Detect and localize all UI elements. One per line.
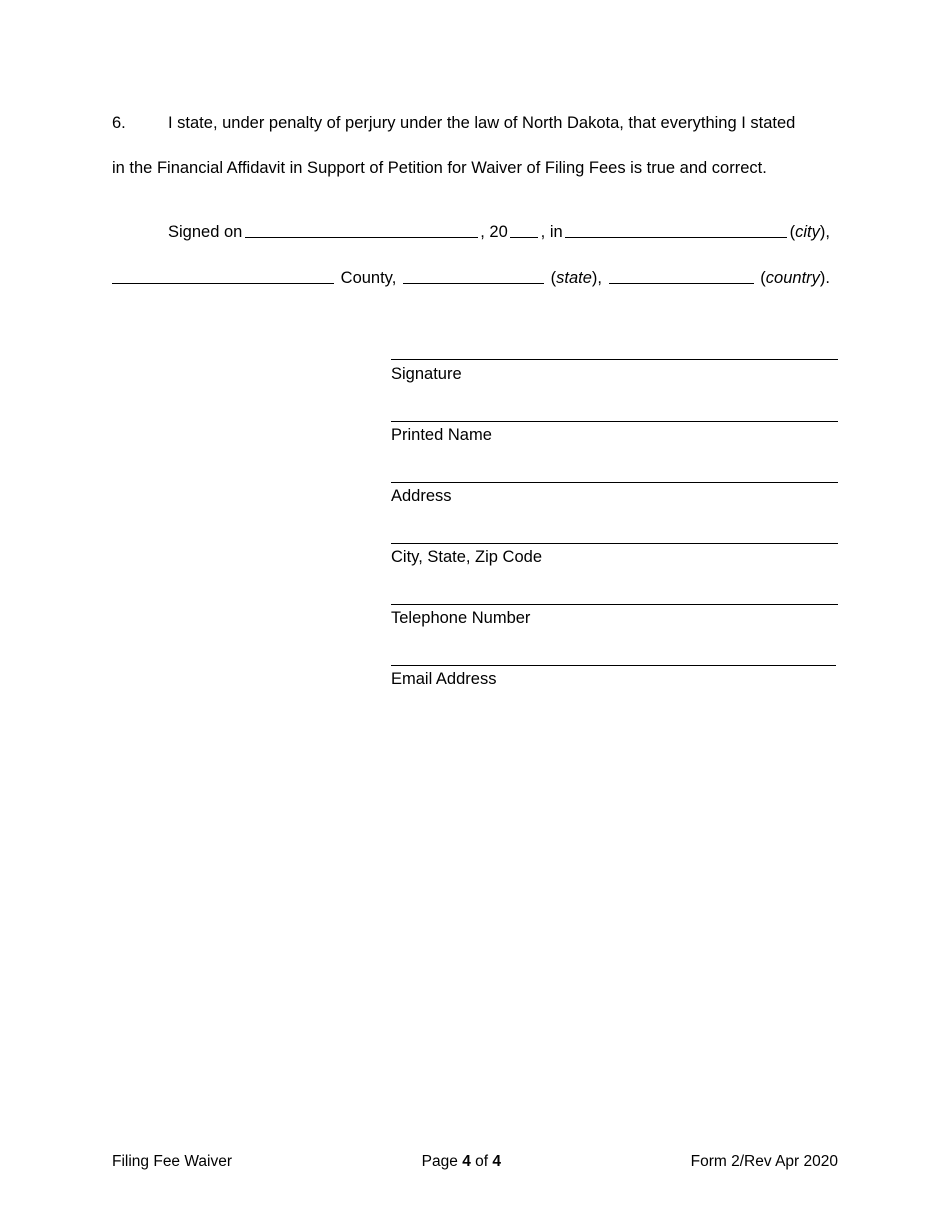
telephone-line[interactable] — [391, 604, 838, 605]
signature-line[interactable] — [391, 359, 838, 360]
state-suffix: (state), — [550, 269, 602, 287]
signature-block — [391, 0, 838, 1230]
page-label: Page — [421, 1153, 458, 1170]
page-total: 4 — [492, 1153, 501, 1170]
telephone-label: Telephone Number — [391, 609, 531, 627]
country-label: country — [765, 269, 820, 287]
printed-name-line[interactable] — [391, 421, 838, 422]
signed-on-label: Signed on — [168, 223, 243, 241]
page-current: 4 — [462, 1153, 471, 1170]
form-revision: Form 2/Rev Apr 2020 — [690, 1153, 838, 1170]
page-of: of — [475, 1153, 489, 1170]
signature-label: Signature — [391, 365, 462, 383]
paragraph-text-line-2: in the Financial Affidavit in Support of Petition for Waiver of Filing Fees is true and correct. — [112, 159, 767, 177]
year-prefix: , 20 — [480, 223, 508, 241]
email-line[interactable] — [391, 665, 836, 666]
paragraph-number: 6. — [112, 114, 126, 132]
footer-title: Filing Fee Waiver — [112, 1153, 233, 1170]
country-suffix: (country). — [760, 269, 830, 287]
state-label: state — [556, 269, 592, 287]
county-label: County, — [340, 269, 397, 287]
email-label: Email Address — [391, 670, 497, 688]
in-label: , in — [540, 223, 563, 241]
address-label: Address — [391, 487, 452, 505]
paragraph-text-line-1: I state, under penalty of perjury under the law of North Dakota, that everything I stated — [168, 114, 796, 132]
county-blank[interactable] — [112, 267, 334, 284]
city-state-zip-line[interactable] — [391, 543, 838, 544]
city-label: city — [795, 223, 820, 241]
page-footer — [112, 1151, 838, 1173]
city-state-zip-label: City, State, Zip Code — [391, 548, 543, 566]
printed-name-label: Printed Name — [391, 426, 492, 444]
address-line[interactable] — [391, 482, 838, 483]
city-suffix: (city), — [789, 223, 830, 241]
page-indicator — [422, 1151, 501, 1173]
